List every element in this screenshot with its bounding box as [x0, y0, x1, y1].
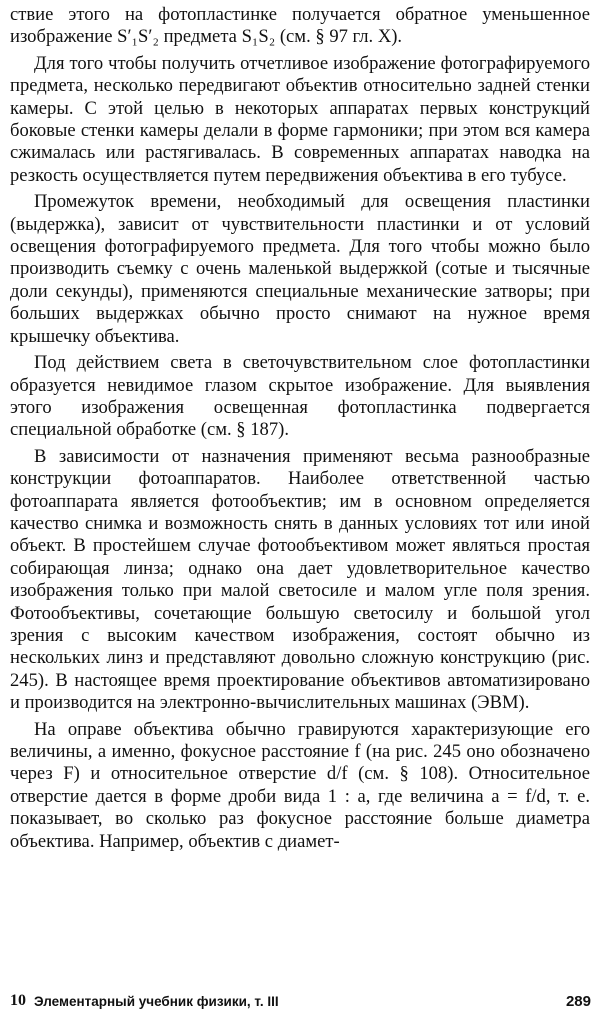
- page-number: 289: [565, 992, 591, 1010]
- page-footer: [10, 990, 591, 1012]
- signature-text: Элементарный учебник физики, т. III: [34, 993, 279, 1009]
- paragraph-2: Промежуток времени, необходимый для освещения пластинки (выдержка), зависит от чувствительности пластинки и от условий освещения фотографируемого предмета. Для того чтобы можно было производить съемку с очень маленькой выдержкой (сотые и тысячные доли секунды), применяются специальные механические затворы; при больших выдержках обычно просто снимают на нужное время крышечку объектива.: [10, 191, 590, 347]
- paragraph-0: ствие этого на фотопластинке получается обратное уменьшенное изображение S′₁S′₂ предмета S₁S₂ (см. § 97 гл. X).: [10, 4, 590, 48]
- signature-mark: [10, 992, 279, 1010]
- paragraph-1: Для того чтобы получить отчетливое изображение фотографируемого предмета, несколько передвигают объектив относительно задней стенки камеры. С этой целью в некоторых аппаратах первых конструкций боковые стенки камеры делали в форме гармоники; при этом вся камера сжималась или растягивалась. В современных аппаратах наводка на резкость осуществляется путем передвижения объектива в его тубусе.: [10, 52, 590, 186]
- paragraph-3: Под действием света в светочувствительном слое фотопластинки образуется невидимое глазом скрытое изображение. Для выявления этого изображения освещенная фотопластинка подвергается специальной обработке (см. § 187).: [10, 352, 590, 441]
- signature-number: 10: [10, 992, 26, 1009]
- paragraph-5: На оправе объектива обычно гравируются характеризующие его величины, а именно, фокусное расстояние f (на рис. 245 оно обозначено через F) и относительное отверстие d/f (см. § 108). Относительное отверстие дается в форме дроби вида 1 : a, где величина a = f/d, т. е. показывает, во сколько раз фокусное расстояние больше диаметра объектива. Например, объектив с диамет-: [10, 718, 590, 852]
- paragraph-4: В зависимости от назначения применяют весьма разнообразные конструкции фотоаппаратов. Наиболее ответственной частью фотоаппарата является фотообъектив; им в основном определяется качество снимка и возможность снять в данных условиях тот или иной объект. В простейшем случае фотообъективом может являться простая собирающая линза; однако она дает удовлетворительное качество изображения только при малой светосиле и малом угле поля зрения. Фотообъективы, сочетающие большую светосилу и большой угол зрения с высоким качеством изображения, состоят обычно из нескольких линз и представляют довольно сложную конструкцию (рис. 245). В настоящее время проектирование объективов автоматизировано и производится на электронно-вычислительных машинах (ЭВМ).: [10, 445, 590, 714]
- page-body: [10, 4, 590, 1004]
